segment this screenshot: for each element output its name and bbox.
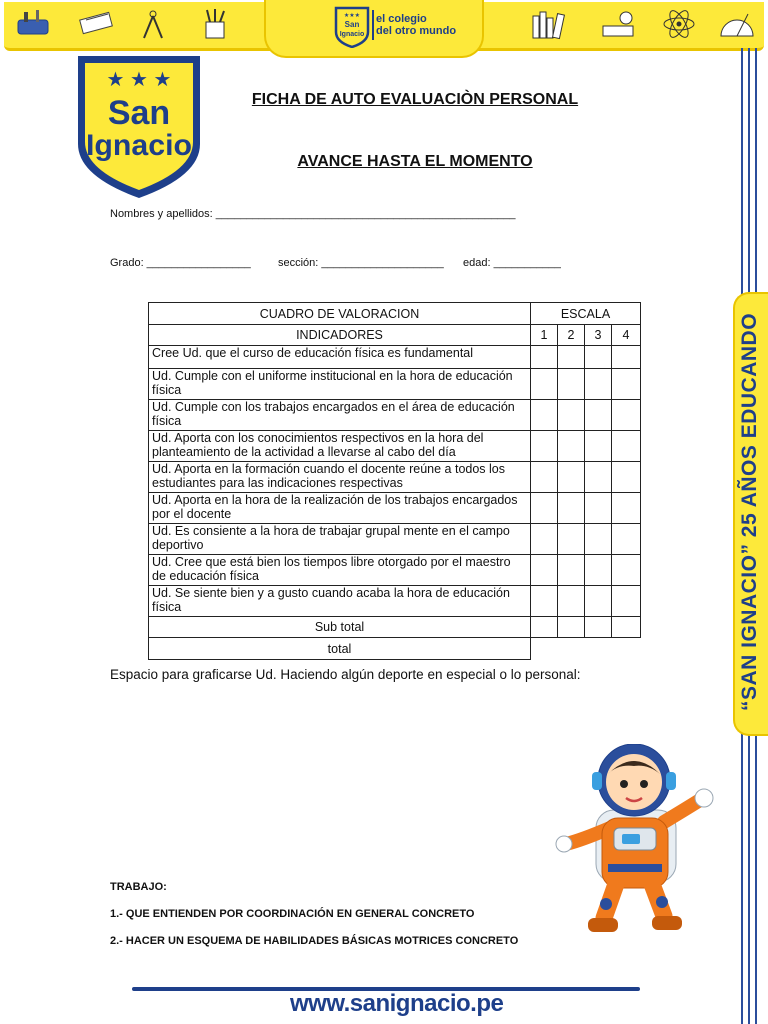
score-cell[interactable] [558, 346, 585, 369]
table-header-row [149, 303, 641, 325]
mini-shield-logo [334, 6, 370, 48]
ruler-set-icon [78, 8, 116, 40]
score-cell[interactable] [612, 431, 641, 462]
score-cell[interactable] [585, 400, 612, 431]
score-cell[interactable] [531, 431, 558, 462]
table-row [149, 400, 641, 431]
score-cell[interactable] [531, 400, 558, 431]
score-cell[interactable] [558, 524, 585, 555]
indicator-text: Ud. Se siente bien y a gusto cuando acaba la hora de educación física [149, 586, 531, 617]
scale-2: 2 [558, 325, 585, 346]
score-cell[interactable] [558, 462, 585, 493]
page-title: FICHA DE AUTO EVALUACIÒN PERSONAL [251, 91, 579, 108]
score-cell[interactable] [612, 369, 641, 400]
indicator-text: Ud. Cumple con el uniforme institucional en la hora de educación física [149, 369, 531, 400]
evaluation-table [148, 302, 641, 660]
seccion-field[interactable]: sección: ____________________ [278, 257, 444, 269]
side-banner-text: “SAN IGNACIO” 25 AÑOS EDUCANDO [738, 312, 761, 712]
table-row [149, 462, 641, 493]
score-cell[interactable] [558, 586, 585, 617]
score-cell[interactable] [558, 617, 585, 638]
table-row [149, 346, 641, 369]
score-cell[interactable] [612, 346, 641, 369]
score-cell[interactable] [558, 369, 585, 400]
score-cell[interactable] [612, 400, 641, 431]
total-blank [531, 638, 641, 660]
indicator-text: Cree Ud. que el curso de educación física es fundamental [149, 346, 531, 369]
score-cell[interactable] [612, 493, 641, 524]
subtotal-label: Sub total [149, 617, 531, 638]
nombres-field[interactable]: Nombres y apellidos: _________________________________________________ [110, 208, 516, 220]
table-row [149, 431, 641, 462]
table-row [149, 586, 641, 617]
svg-text:★ ★ ★: ★ ★ ★ [106, 69, 172, 91]
footer-website[interactable]: www.sanignacio.pe [290, 990, 504, 1017]
header-indicadores: INDICADORES [149, 325, 531, 346]
pencil-cup-icon [196, 8, 234, 40]
header-cuadro: CUADRO DE VALORACION [149, 303, 531, 325]
score-cell[interactable] [531, 586, 558, 617]
score-cell[interactable] [558, 400, 585, 431]
header-escala: ESCALA [531, 303, 641, 325]
grado-field[interactable]: Grado: _________________ [110, 257, 251, 269]
trabajo-heading: TRABAJO: [110, 881, 167, 893]
astronaut-illustration [552, 744, 718, 940]
brand-divider [372, 10, 374, 40]
indicator-text: Ud. Aporta en la hora de la realización de los trabajos encargados por el docente [149, 493, 531, 524]
score-cell[interactable] [558, 431, 585, 462]
indicator-text: Ud. Aporta en la formación cuando el docente reúne a todos los estudiantes para las indicaciones respectivas [149, 462, 531, 493]
score-cell[interactable] [612, 462, 641, 493]
total-label: total [149, 638, 531, 660]
score-cell[interactable] [585, 462, 612, 493]
score-cell[interactable] [612, 555, 641, 586]
score-cell[interactable] [585, 431, 612, 462]
school-logo [74, 52, 204, 202]
table-row [149, 493, 641, 524]
edad-field[interactable]: edad: ___________ [463, 257, 561, 269]
table-row [149, 524, 641, 555]
indicator-text: Ud. Es consiente a la hora de trabajar grupal mente en el campo deportivo [149, 524, 531, 555]
drawing-space-label: Espacio para graficarse Ud. Haciendo algún deporte en especial o lo personal: [110, 667, 581, 682]
brand-tab [264, 0, 484, 58]
score-cell[interactable] [531, 555, 558, 586]
score-cell[interactable] [585, 555, 612, 586]
table-row [149, 369, 641, 400]
subtotal-row [149, 617, 641, 638]
table-row [149, 555, 641, 586]
brand-tagline [376, 13, 456, 37]
logo-line-1: San [107, 94, 171, 132]
score-cell[interactable] [585, 493, 612, 524]
indicator-text: Ud. Aporta con los conocimientos respectivos en la hora del planteamiento de la actividad a llevarse al cabo del día [149, 431, 531, 462]
scale-4: 4 [612, 325, 641, 346]
tagline-line-1: el colegio [376, 13, 427, 25]
score-cell[interactable] [612, 524, 641, 555]
tagline-line-2: del otro mundo [376, 25, 457, 37]
score-cell[interactable] [585, 524, 612, 555]
score-cell[interactable] [585, 369, 612, 400]
svg-text:★★★: ★★★ [343, 13, 361, 19]
indicator-text: Ud. Cree que está bien los tiempos libre otorgado por el maestro de educación física [149, 555, 531, 586]
score-cell[interactable] [531, 493, 558, 524]
logo-line-2: Ignacio [86, 129, 192, 162]
score-cell[interactable] [531, 346, 558, 369]
scale-3: 3 [585, 325, 612, 346]
page-subtitle: AVANCE HASTA EL MOMENTO [297, 153, 533, 170]
score-cell[interactable] [558, 555, 585, 586]
trabajo-item-2: 2.- HACER UN ESQUEMA DE HABILIDADES BÁSICAS MOTRICES CONCRETO [110, 935, 519, 947]
indicator-text: Ud. Cumple con los trabajos encargados en el área de educación física [149, 400, 531, 431]
score-cell[interactable] [531, 369, 558, 400]
score-cell[interactable] [531, 524, 558, 555]
trabajo-item-1: 1.- QUE ENTIENDEN POR COORDINACIÓN EN GENERAL CONCRETO [110, 908, 475, 920]
score-cell[interactable] [612, 617, 641, 638]
score-cell[interactable] [585, 586, 612, 617]
table-subheader-row [149, 325, 641, 346]
total-row [149, 638, 641, 660]
svg-text:San: San [344, 20, 360, 29]
school-supplies-icon [600, 8, 638, 40]
pen-holder-icon [14, 8, 52, 40]
svg-text:Ignacio: Ignacio [339, 31, 365, 38]
score-cell[interactable] [612, 586, 641, 617]
compass-icon [134, 8, 172, 40]
atom-icon [660, 8, 698, 40]
scale-1: 1 [531, 325, 558, 346]
score-cell[interactable] [585, 617, 612, 638]
score-cell[interactable] [531, 617, 558, 638]
score-cell[interactable] [531, 462, 558, 493]
score-cell[interactable] [558, 493, 585, 524]
score-cell[interactable] [585, 346, 612, 369]
books-icon [530, 8, 568, 40]
protractor-icon [718, 8, 756, 40]
